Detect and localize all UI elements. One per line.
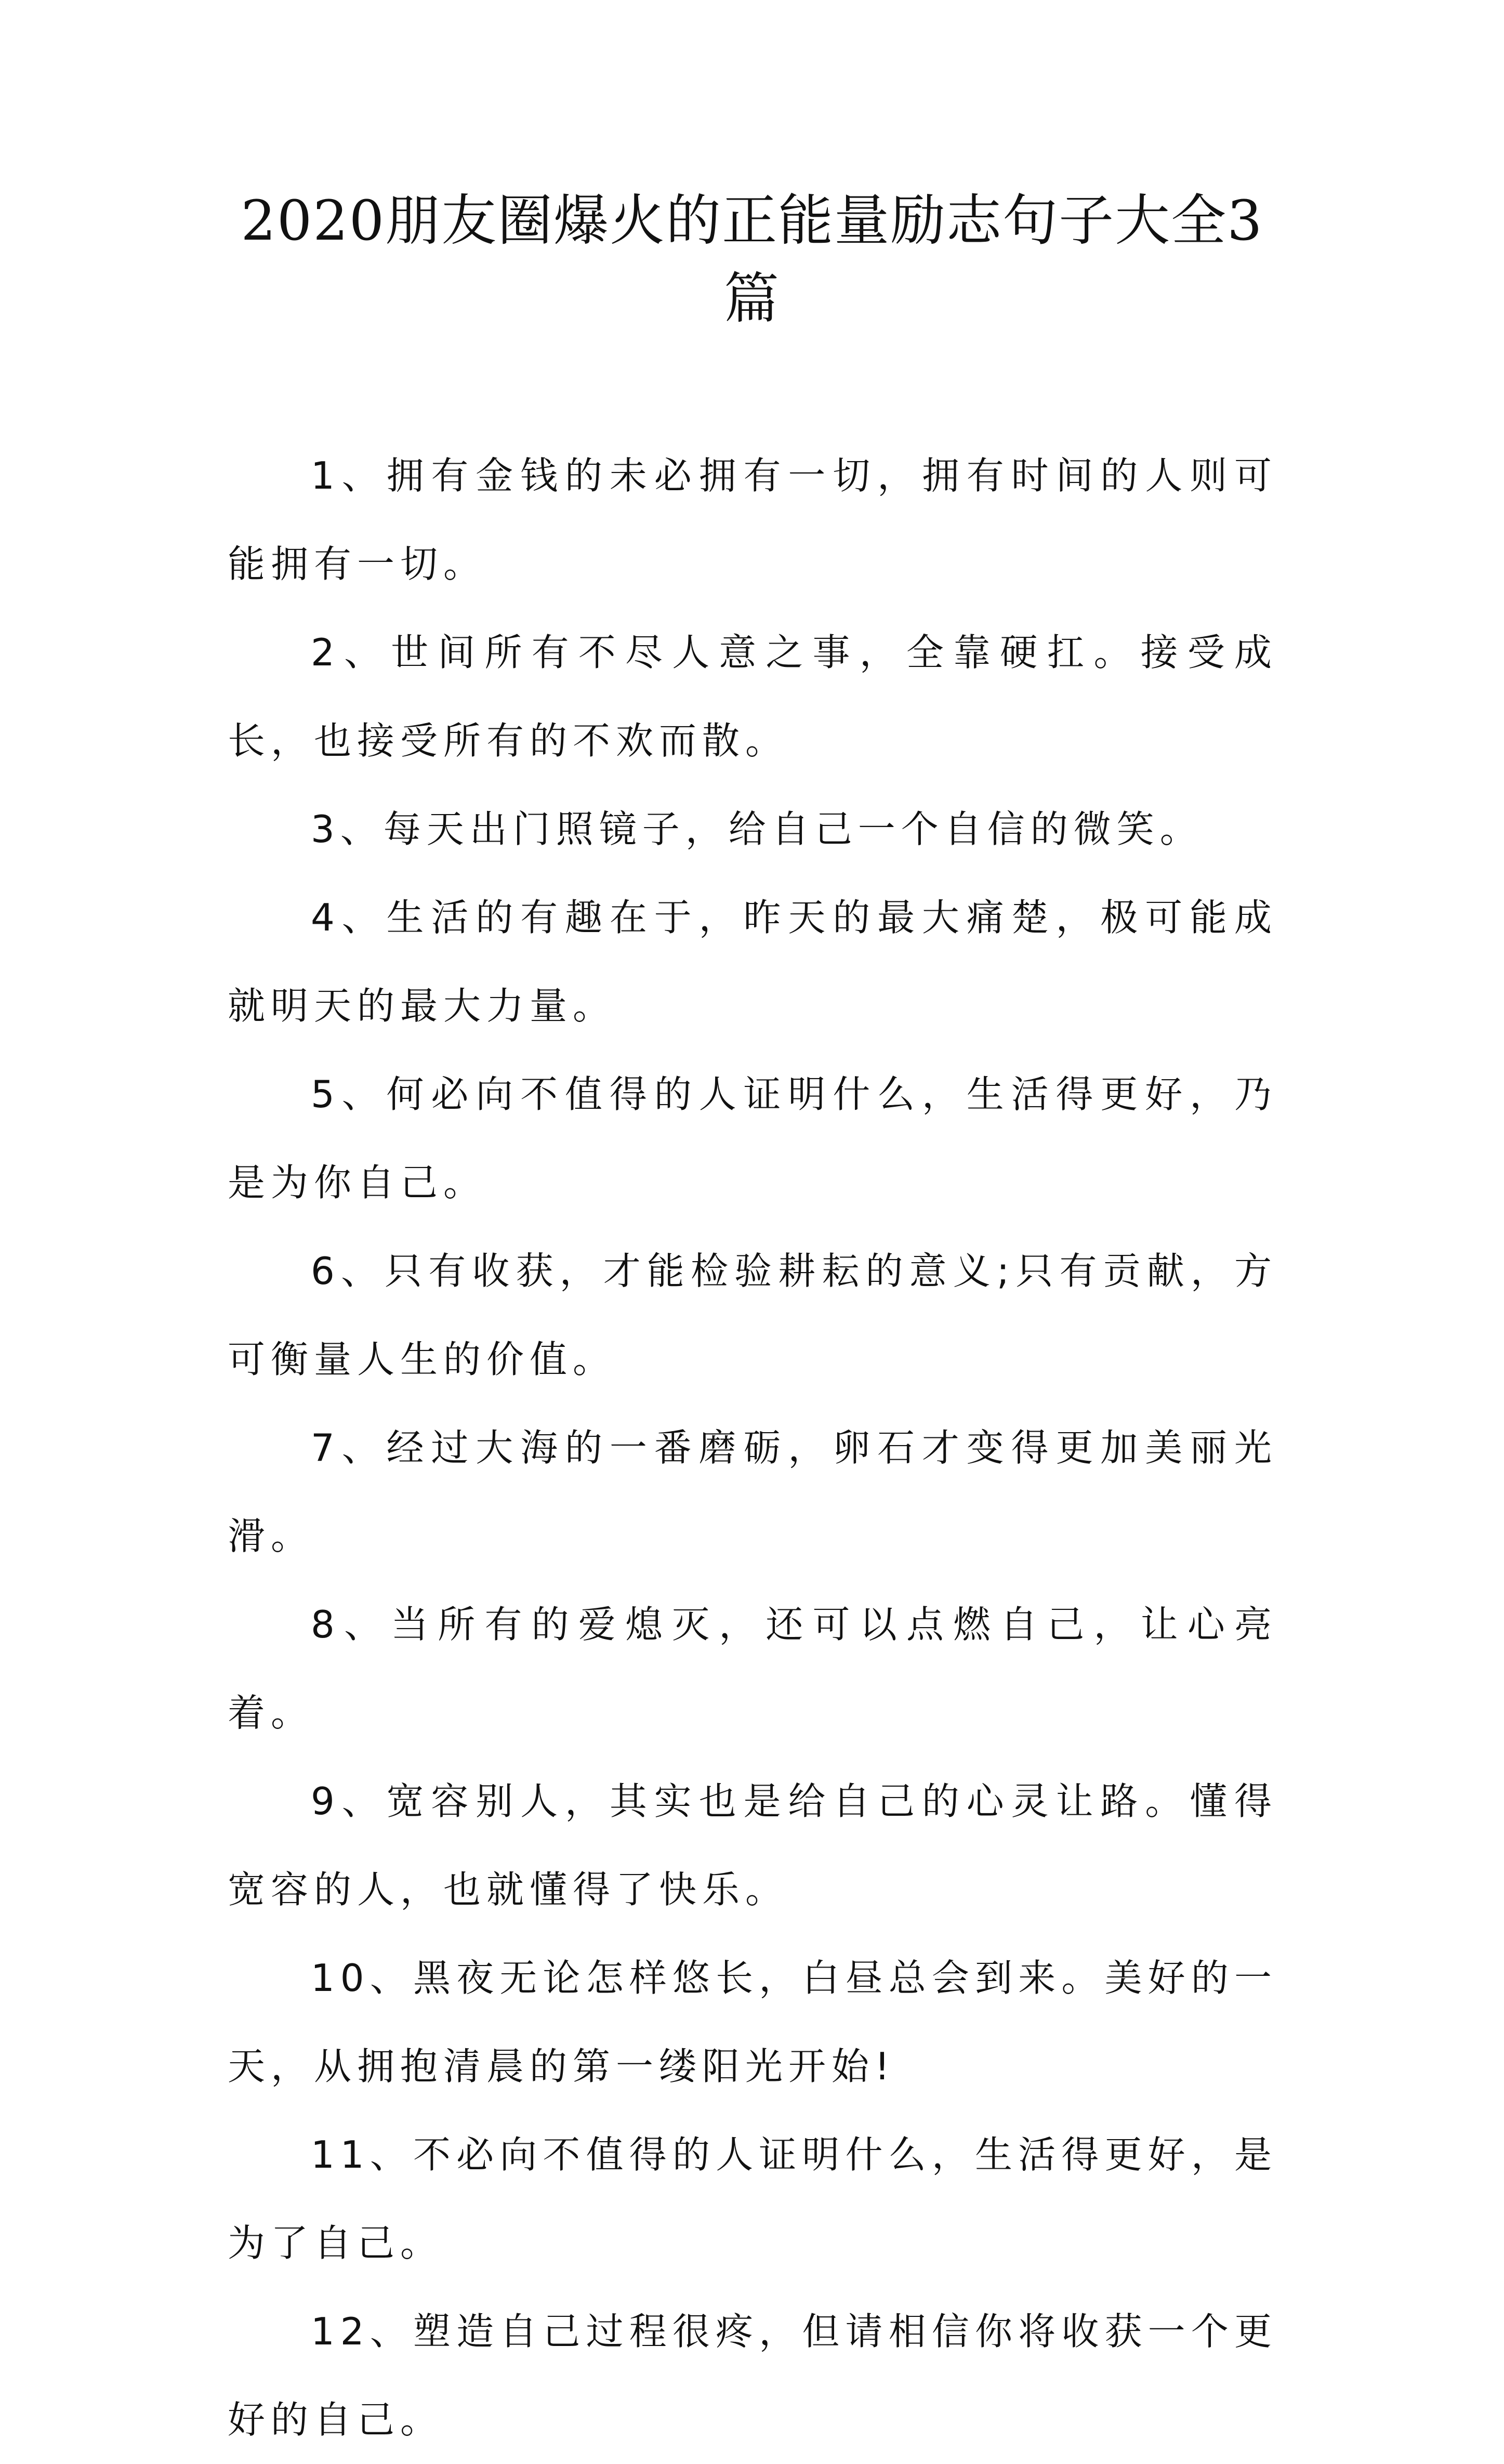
paragraph-2: 2、世间所有不尽人意之事，全靠硬扛。接受成长，也接受所有的不欢而散。 bbox=[228, 631, 1277, 763]
paragraph-3: 3、每天出门照镜子，给自己一个自信的微笑。 bbox=[311, 807, 1203, 851]
paragraph-8: 8、当所有的爱熄灭，还可以点燃自己，让心亮着。 bbox=[228, 1603, 1277, 1735]
paragraph-6: 6、只有收获，才能检验耕耘的意义;只有贡献，方可衡量人生的价值。 bbox=[228, 1249, 1277, 1381]
paragraph-4: 4、生活的有趣在于，昨天的最大痛楚，极可能成就明天的最大力量。 bbox=[228, 896, 1277, 1028]
paragraph-10: 10、黑夜无论怎样悠长，白昼总会到来。美好的一天，从拥抱清晨的第一缕阳光开始! bbox=[228, 1956, 1277, 2088]
paragraph-7: 7、经过大海的一番磨砺，卵石才变得更加美丽光滑。 bbox=[228, 1426, 1277, 1558]
paragraph-9: 9、宽容别人，其实也是给自己的心灵让路。懂得宽容的人，也就懂得了快乐。 bbox=[228, 1779, 1277, 1911]
document-title: 2020朋友圈爆火的正能量励志句子大全3篇 bbox=[241, 189, 1263, 331]
paragraph-12: 12、塑造自己过程很疼，但请相信你将收获一个更好的自己。 bbox=[228, 2310, 1277, 2442]
paragraph-5: 5、何必向不值得的人证明什么，生活得更好，乃是为你自己。 bbox=[228, 1072, 1277, 1204]
document-body bbox=[228, 431, 1277, 2464]
paragraph-11: 11、不必向不值得的人证明什么，生活得更好，是为了自己。 bbox=[228, 2133, 1277, 2265]
paragraph-1: 1、拥有金钱的未必拥有一切，拥有时间的人则可能拥有一切。 bbox=[228, 454, 1277, 586]
